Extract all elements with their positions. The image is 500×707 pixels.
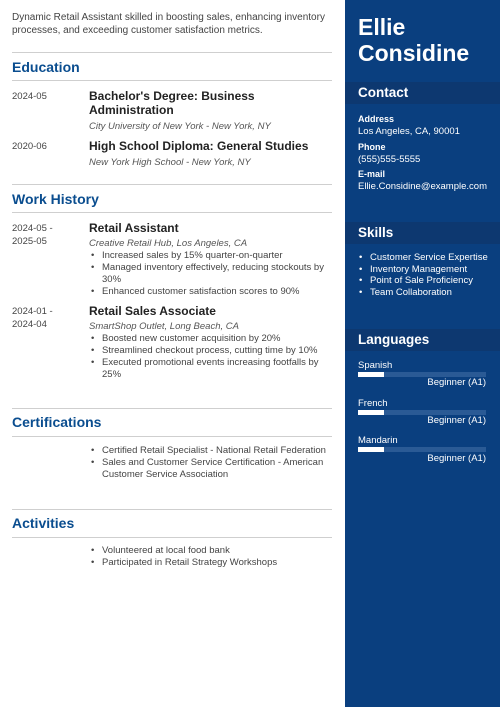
- language-level: Beginner (A1): [427, 453, 486, 464]
- divider: [12, 80, 332, 81]
- job-title: Retail Assistant: [89, 221, 179, 235]
- list-item: • Increased sales by 15% quarter-on-quarter: [102, 250, 334, 262]
- phone-value: (555)555-5555: [358, 154, 421, 165]
- school-name: New York High School - New York, NY: [89, 157, 251, 168]
- list-item: • Participated in Retail Strategy Workshops: [102, 557, 334, 569]
- school-name: City University of New York - New York, NY: [89, 121, 271, 132]
- summary-text: Dynamic Retail Assistant skilled in boosting sales, enhancing inventory processes, and exceeding customer satisfaction metrics.: [12, 12, 325, 36]
- list-item: • Executed promotional events increasing footfalls by 25%: [102, 357, 334, 381]
- languages-heading: Languages: [358, 332, 430, 347]
- certifications-heading: Certifications: [12, 414, 102, 430]
- work-entry: [89, 221, 334, 298]
- list-item: • Certified Retail Specialist - National Retail Federation: [102, 445, 334, 457]
- divider: [12, 509, 332, 510]
- email-label: E-mail: [358, 169, 386, 179]
- language-name: Spanish: [358, 360, 393, 371]
- list-item: • Point of Sale Proficiency: [370, 275, 500, 287]
- list-item: • Managed inventory effectively, reducing stockouts by 30%: [102, 262, 334, 286]
- education-entry: [89, 89, 334, 133]
- email-value: Ellie.Considine@example.com: [358, 181, 487, 192]
- last-name: Considine: [358, 40, 470, 66]
- language-name: French: [358, 398, 388, 409]
- list-item: • Volunteered at local food bank: [102, 545, 334, 557]
- skills-heading-bar: [345, 222, 500, 244]
- language-level: Beginner (A1): [427, 415, 486, 426]
- list-item: • Inventory Management: [370, 264, 500, 276]
- list-item: • Boosted new customer acquisition by 20%: [102, 333, 334, 345]
- skills-heading: Skills: [358, 225, 394, 240]
- activities-heading: Activities: [12, 515, 75, 531]
- list-item: • Customer Service Expertise: [370, 252, 500, 264]
- activity-bullets: [89, 545, 334, 569]
- degree-title: Bachelor's Degree: Business Administration: [89, 89, 255, 117]
- work-date: 2024-05 - 2025-05: [12, 223, 53, 247]
- job-bullets: [89, 250, 334, 298]
- employer: SmartShop Outlet, Long Beach, CA: [89, 321, 239, 332]
- list-item: • Streamlined checkout process, cutting time by 10%: [102, 345, 334, 357]
- job-title: Retail Sales Associate: [89, 304, 216, 318]
- language-proficiency-bar: [358, 447, 486, 452]
- skills-list: [358, 252, 500, 298]
- divider: [12, 537, 332, 538]
- education-date: 2020-06: [12, 141, 47, 152]
- list-item: • Team Collaboration: [370, 287, 500, 299]
- divider: [12, 52, 332, 53]
- language-proficiency-fill: [358, 447, 384, 452]
- work-date: 2024-01 - 2024-04: [12, 306, 53, 330]
- contact-heading: Contact: [358, 85, 409, 100]
- work-entry: [89, 304, 334, 381]
- education-entry: [89, 139, 334, 169]
- language-name: Mandarin: [358, 435, 398, 446]
- employer: Creative Retail Hub, Los Angeles, CA: [89, 238, 248, 249]
- address-value: Los Angeles, CA, 90001: [358, 126, 460, 137]
- sidebar: [345, 0, 500, 707]
- phone-label: Phone: [358, 142, 386, 152]
- education-date: 2024-05: [12, 91, 47, 102]
- list-item: • Sales and Customer Service Certification - American Customer Service Association: [102, 457, 334, 481]
- languages-heading-bar: [345, 329, 500, 351]
- divider: [12, 212, 332, 213]
- activities-list: [89, 545, 334, 569]
- candidate-name: [358, 14, 498, 66]
- contact-heading-bar: [345, 82, 500, 104]
- job-bullets: [89, 333, 334, 381]
- language-level: Beginner (A1): [427, 377, 486, 388]
- divider: [12, 436, 332, 437]
- divider: [12, 408, 332, 409]
- education-heading: Education: [12, 59, 80, 75]
- divider: [12, 184, 332, 185]
- work-history-heading: Work History: [12, 191, 99, 207]
- degree-title: High School Diploma: General Studies: [89, 139, 309, 153]
- certifications-list: [89, 445, 334, 481]
- address-label: Address: [358, 114, 395, 124]
- list-item: • Enhanced customer satisfaction scores to 90%: [102, 286, 334, 298]
- certification-bullets: [89, 445, 334, 481]
- first-name: Ellie: [358, 14, 406, 40]
